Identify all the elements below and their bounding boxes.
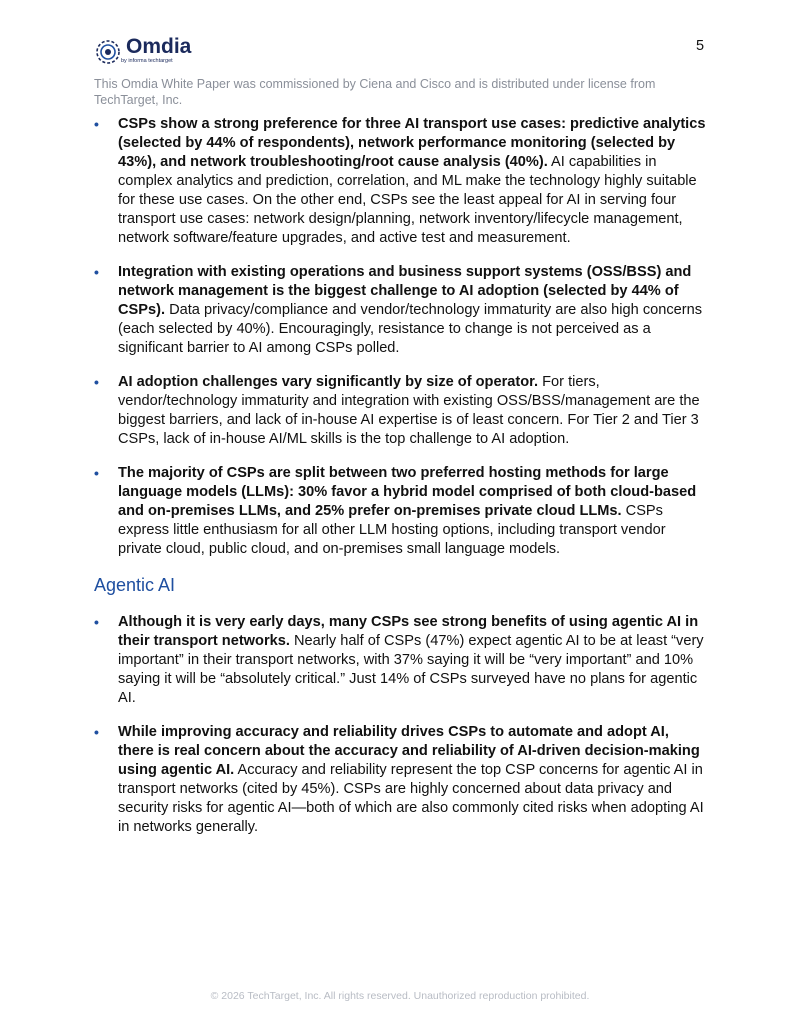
bullet-lead: Although it is very early days, many CSPs see strong benefits of using agentic AI in their transport networks. (118, 614, 699, 649)
bullet-lead: AI adoption challenges vary significantly by size of operator. (118, 374, 539, 390)
logo-wordmark: Omdia (126, 35, 192, 58)
findings-list (94, 115, 706, 559)
bullet-lead: While improving accuracy and reliability drives CSPs to automate and adopt AI, there is real concern about the accuracy and reliability of AI-driven decision-making using agentic AI. (118, 724, 700, 778)
list-item (94, 613, 706, 708)
logo-subtitle: by informa techtarget (121, 58, 173, 64)
copyright-footer: © 2026 TechTarget, Inc. All rights reserved. Unauthorized reproduction prohibited. (210, 990, 590, 1002)
bullet-lead: Integration with existing operations and business support systems (OSS/BSS) and network management is the biggest challenge to AI adoption (selected by 44% of CSPs). (118, 264, 692, 318)
omdia-logo-icon (95, 39, 121, 65)
bullet-dot-icon: • (94, 724, 99, 740)
list-item (94, 464, 706, 559)
main-content (94, 115, 706, 852)
bullet-text: AI capabilities in complex analytics and prediction, correlation, and ML make the technology highly suitable for these use cases. On the other end, CSPs see the least appeal for AI in serving four transport use cases: network design/planning, network inventory/lifecycle management, network software/feature upgrades, and active test and measurement. (118, 154, 697, 246)
bullet-lead: The majority of CSPs are split between two preferred hosting methods for large language models (LLMs): 30% favor a hybrid model comprised of both cloud-based and on-premises LLMs, and 25% prefer on-premises private cloud LLMs. (118, 465, 697, 519)
bullet-lead: CSPs show a strong preference for three AI transport use cases: predictive analytics (selected by 44% of respondents), network performance monitoring (selected by 43%), and network troubleshooting/root cause analysis (40%). (118, 116, 706, 170)
bullet-dot-icon: • (94, 374, 99, 390)
page-number: 5 (696, 38, 705, 54)
bullet-dot-icon: • (94, 614, 99, 630)
list-item (94, 263, 706, 358)
bullet-dot-icon: • (94, 465, 99, 481)
bullet-text: Data privacy/compliance and vendor/technology immaturity are also high concerns (each selected by 40%). Encouragingly, resistance to change is not perceived as a significant barrier to AI among CSPs polled. (118, 302, 703, 356)
list-item (94, 723, 706, 837)
commission-note: This Omdia White Paper was commissioned by Ciena and Cisco and is distributed under license from TechTarget, Inc. (94, 77, 656, 107)
bullet-dot-icon: • (94, 264, 99, 280)
bullet-dot-icon: • (94, 116, 99, 132)
agentic-list (94, 613, 706, 837)
bullet-text: CSPs express little enthusiasm for all other LLM hosting options, including transport vendor private cloud, public cloud, and on-premises small language models. (118, 503, 666, 557)
bullet-text: Accuracy and reliability represent the top CSP concerns for agentic AI in transport networks (cited by 45%). CSPs are highly concerned about data privacy and security risks for agentic AI—both of which are also commonly cited risks when adopting AI in networks generally. (118, 762, 704, 835)
omdia-logo (95, 36, 191, 68)
bullet-text: Nearly half of CSPs (47%) expect agentic AI to be at least “very important” in their transport networks, with 37% saying it will be “very important” and 10% saying it will be “absolutely critical.” Just 14% of CSPs surveyed have no plans for agentic AI. (118, 633, 704, 706)
list-item (94, 115, 706, 248)
section-heading: Agentic AI (94, 575, 176, 595)
bullet-text: For tiers, vendor/technology immaturity and integration with existing OSS/BSS/management are the biggest barriers, and lack of in-house AI expertise is of least concern. For Tier 2 and Tier 3 CSPs, lack of in-house AI/ML skills is the top challenge to AI adoption. (118, 374, 700, 447)
list-item (94, 373, 706, 449)
